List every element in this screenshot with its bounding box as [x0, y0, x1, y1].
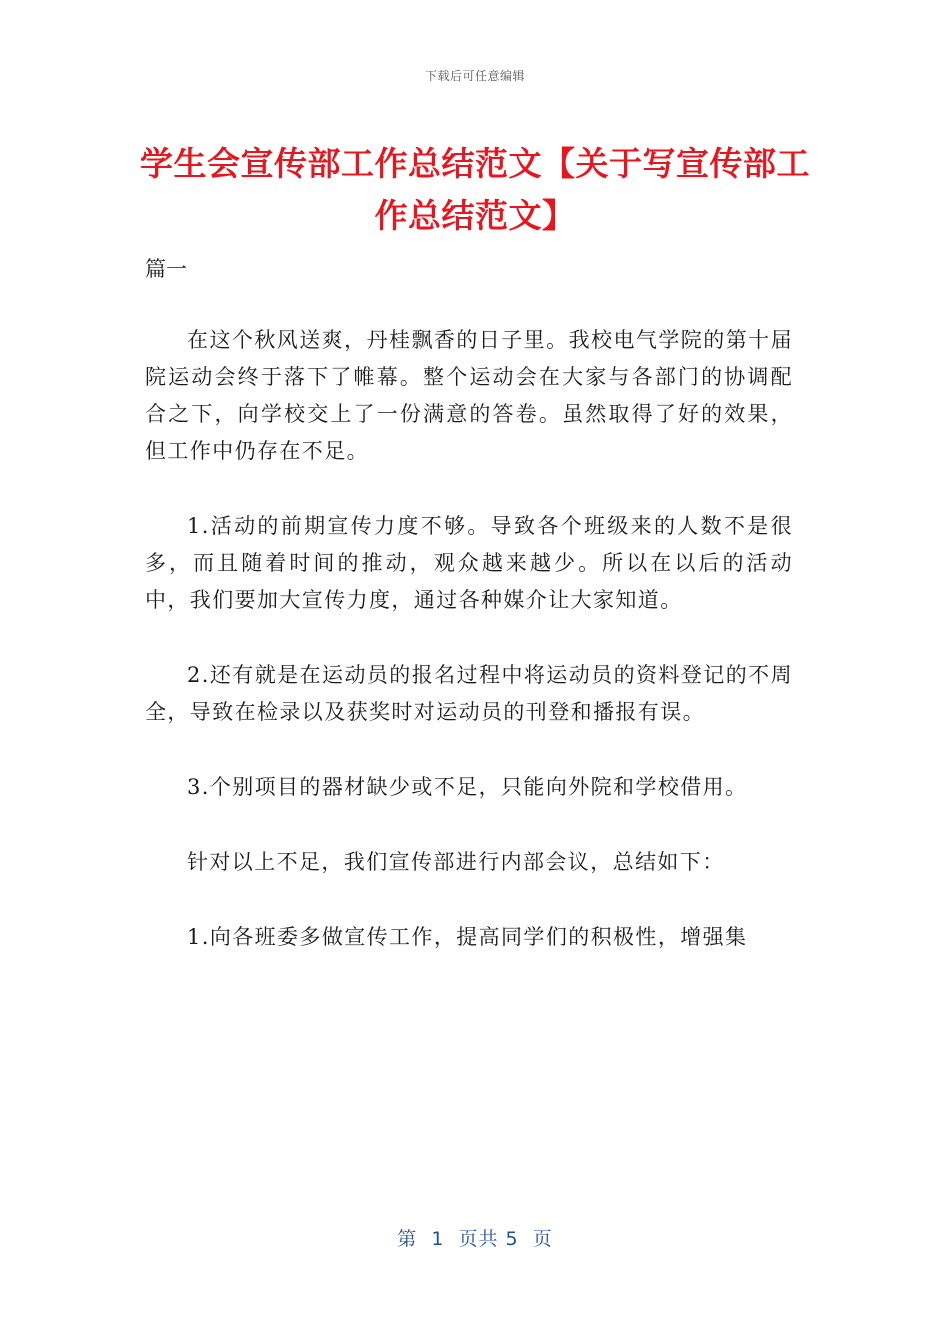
- paragraph: 1.活动的前期宣传力度不够。导致各个班级来的人数不是很多，而且随着时间的推动，观众越来越少。所以在以后的活动中，我们要加大宣传力度，通过各种媒介让大家知道。: [145, 514, 793, 612]
- section-label: 篇一: [145, 257, 187, 281]
- paragraph: 2.还有就是在运动员的报名过程中将运动员的资料登记的不周全，导致在检录以及获奖时对运动员的刊登和播报有误。: [145, 663, 793, 724]
- paragraph: 在这个秋风送爽，丹桂飘香的日子里。我校电气学院的第十届院运动会终于落下了帷幕。整个运动会在大家与各部门的协调配合之下，向学校交上了一份满意的答卷。虽然取得了好的效果，但工作中仍存在不足。: [145, 328, 793, 463]
- document-title: 学生会宣传部工作总结范文【关于写宣传部工作总结范文】: [140, 144, 810, 235]
- paragraph: 1.向各班委多做宣传工作，提高同学们的积极性，增强集: [187, 925, 748, 949]
- page-number-footer: 第 1 页共 5 页: [397, 1228, 553, 1250]
- body-text: [145, 322, 793, 975]
- paragraph: 3.个别项目的器材缺少或不足，只能向外院和学校借用。: [187, 775, 748, 799]
- paragraph: 针对以上不足，我们宣传部进行内部会议，总结如下：: [187, 850, 725, 874]
- header-note: 下载后可任意编辑: [424, 69, 525, 83]
